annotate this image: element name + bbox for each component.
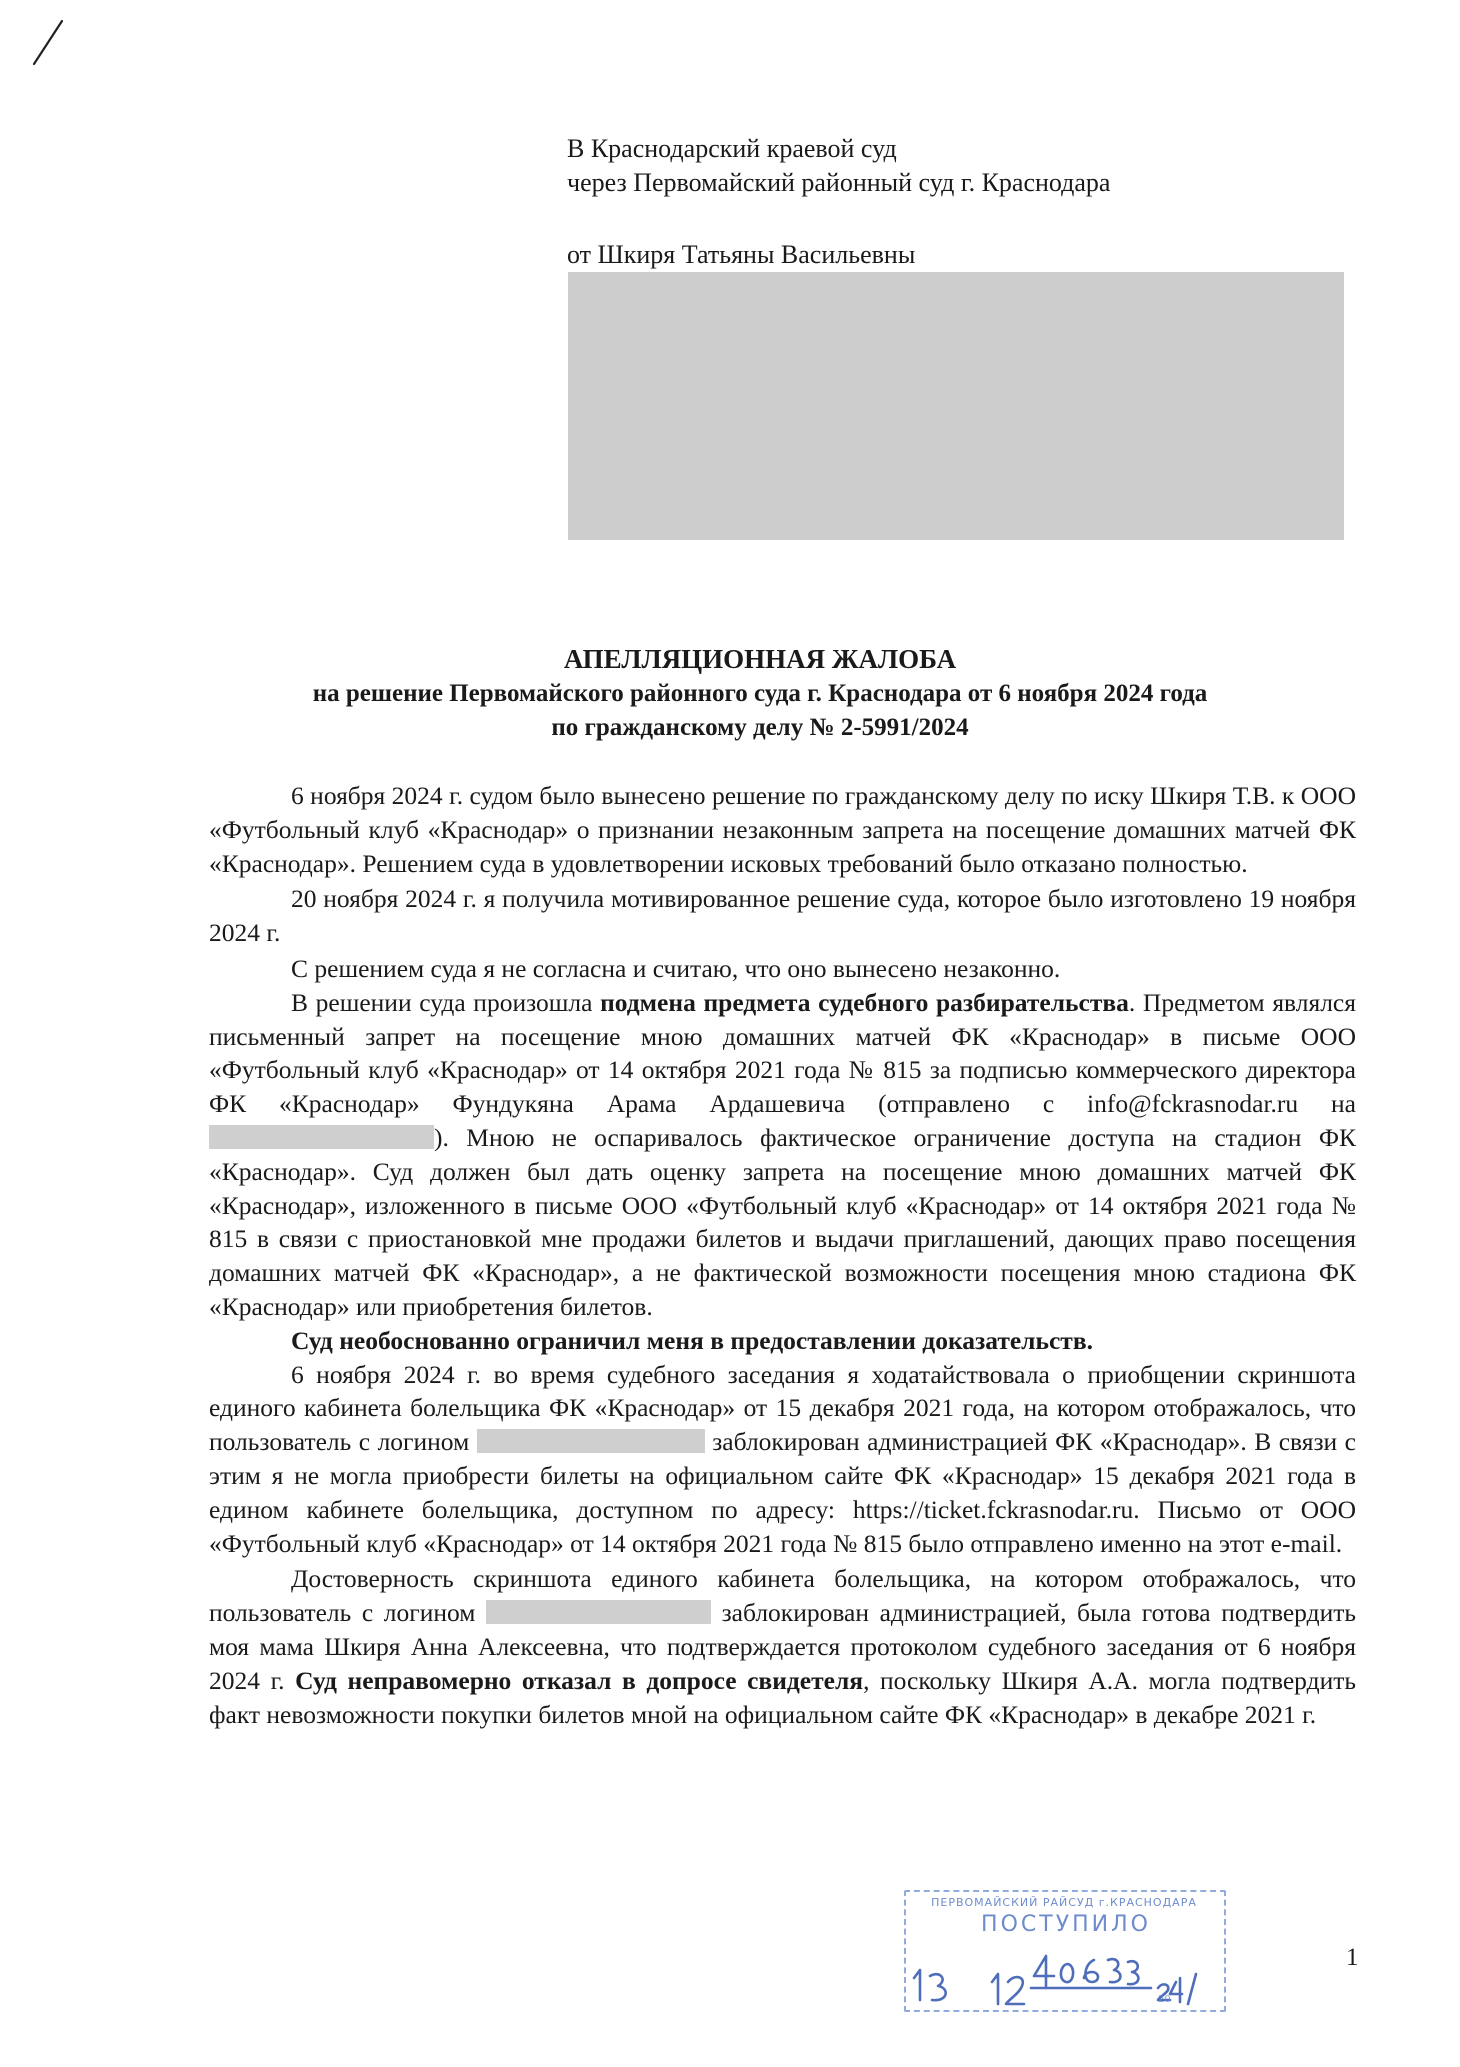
paragraph-3-text: С решением суда я не согласна и считаю, что оно вынесено незаконно.: [291, 953, 1061, 983]
paragraph-6-text-b: заблокирован администрацией ФК «Краснодар». В связи с этим я не могла приобрести билеты на официальном сайте ФК «Краснодар» 15 декабря 2021 года в едином кабинете болельщика, доступном по адресу: https://ticket.fckrasnodar.ru. Письмо от ООО «Футбольный клуб «Краснодар» от 14 октября 2021 года № 815 было отправлено именно на этот e-mail.: [209, 1427, 1356, 1558]
paragraph-4-text-a: В решении суда произошла: [291, 987, 601, 1017]
paragraph-5-end: .: [1086, 1325, 1093, 1355]
complaint-body: [209, 779, 1356, 1731]
redacted-email: [209, 1125, 434, 1149]
addressee-court: В Краснодарский краевой суд: [567, 134, 897, 163]
document-title: [210, 641, 1310, 745]
stamp-handwriting: [896, 1886, 1226, 2014]
title-case-number: по гражданскому делу № 2-5991/2024: [551, 714, 969, 741]
paragraph-4-text-b: . Предметом являлся письменный запрет на посещение мною домашних матчей ФК «Краснодар» в письме ООО «Футбольный клуб «Краснодар» от 14 октября 2021 года № 815 за подписью коммерческого директора ФК «Краснодар» Фундукяна Арама Ардашевича (отправлено с info@fckrasnodar.ru на: [209, 987, 1356, 1119]
paragraph-7-emphasis: Суд неправомерно отказал в допросе свидетеля: [295, 1665, 864, 1695]
paragraph-4-emphasis: подмена предмета судебного разбирательства: [600, 987, 1129, 1017]
paragraph-2-text: 20 ноября 2024 г. я получила мотивированное решение суда, которое было изготовлено 19 ноября 2024 г.: [209, 884, 1356, 948]
svg-text:20: 20: [1158, 1994, 1171, 2005]
redacted-login: [486, 1600, 711, 1624]
paragraph-7-text-c: , поскольку Шкиря А.А. могла подтвердить факт невозможности покупки билетов мной на официальном сайте ФК «Краснодар» в декабре 2021 г.: [209, 1665, 1356, 1729]
redacted-login: [477, 1429, 705, 1453]
stamp-court-name: ПЕРВОМАЙСКИЙ РАЙСУД г.КРАСНОДАРА: [931, 1896, 1197, 1909]
paragraph-3: [209, 952, 1356, 986]
paragraph-4-text-c: ). Мною не оспаривалось фактическое ограничение доступа на стадион ФК «Краснодар». Суд должен был дать оценку запрета на посещение мною домашних матчей ФК «Краснодар», изложенного в письме ООО «Футбольный клуб «Краснодар» от 14 октября 2021 года № 815 в связи с приостановкой мне продажи билетов и выдачи приглашений, дающих право посещения домашних матчей ФК «Краснодар», а не фактической возможности посещения мною стадиона ФК «Краснодар» или приобретения билетов.: [209, 1122, 1356, 1321]
paragraph-7-text-b: заблокирован администрацией, была готова подтвердить моя мама Шкиря Анна Алексеевна, что подтверждается протоколом судебного заседания от 6 ноября 2024 г.: [209, 1598, 1356, 1695]
addressee-via-court: через Первомайский районный суд г. Краснодара: [567, 168, 1111, 197]
paragraph-7-text-a: Достоверность скриншота единого кабинета болельщика, на котором отображалось, что пользователь с логином: [209, 1564, 1356, 1628]
paragraph-6-text-a: 6 ноября 2024 г. во время судебного заседания я ходатайствовала о приобщении скриншота единого кабинета болельщика ФК «Краснодар» от 15 декабря 2021 года, на котором отображалось, что пользователь с логином: [209, 1359, 1356, 1457]
paragraph-5-emphasis: Суд необоснованно ограничил меня в предоставлении доказательств: [291, 1325, 1087, 1355]
applicant-name: от Шкиря Татьяны Васильевны: [567, 240, 916, 269]
paragraph-4: [209, 986, 1356, 1324]
addressee-block: [567, 132, 1367, 272]
pen-slash-mark: [28, 18, 68, 68]
court-received-stamp: [896, 1886, 1226, 2014]
paragraph-7: [209, 1562, 1356, 1731]
stamp-received-label: ПОСТУПИЛО: [981, 1912, 1151, 1937]
paragraph-1-text: 6 ноября 2024 г. судом было вынесено решение по гражданскому делу по иску Шкиря Т.В. к ООО «Футбольный клуб «Краснодар» о признании незаконным запрета на посещение домашних матчей ФК «Краснодар». Решением суда в удовлетворении исковых требований было отказано полностью.: [209, 781, 1356, 878]
paragraph-1: [209, 779, 1356, 880]
page-number: 1: [1346, 1944, 1359, 1971]
title-heading: АПЕЛЛЯЦИОННАЯ ЖАЛОБА: [563, 644, 957, 674]
paragraph-5: [209, 1324, 1356, 1358]
redacted-personal-data: [568, 272, 1344, 540]
paragraph-6: [209, 1358, 1356, 1561]
title-subject: на решение Первомайского районного суда г. Краснодара от 6 ноября 2024 года: [312, 680, 1208, 707]
paragraph-2: [209, 882, 1356, 950]
